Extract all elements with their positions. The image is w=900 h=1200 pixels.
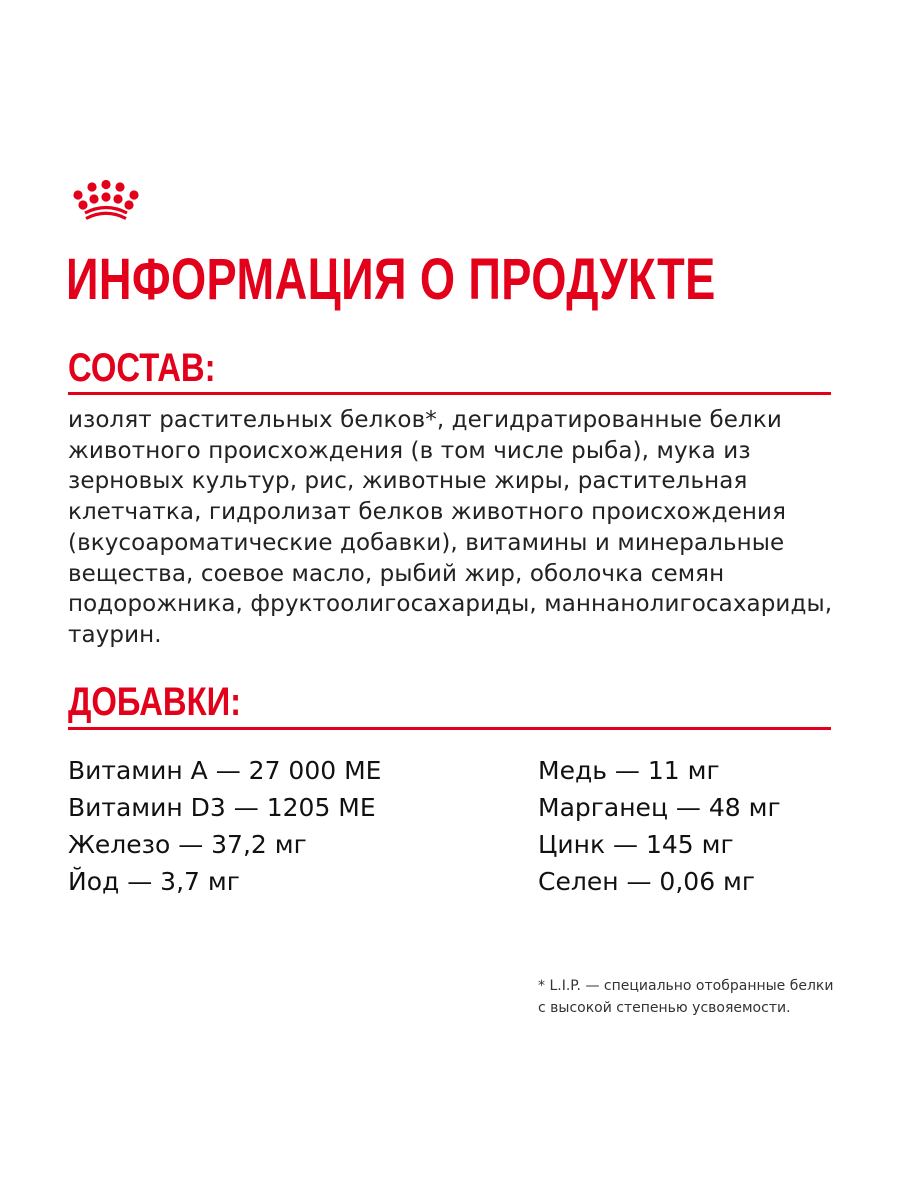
additive-item: Витамин D3 — 1205 МЕ (68, 793, 376, 822)
additives-list-left (68, 752, 381, 900)
composition-text: изолят растительных белков*, дегидратированные белки животного происхождения (в том числе рыба), мука из зерновых культур, рис, животные жиры, растительная клетчатка, гидролизат белков животного происхождения (вкусоароматические добавки), витамины и минеральные вещества, соевое масло, рыбий жир, оболочка семян подорожника, фруктоолигосахариды, маннанолигосахариды, таурин. (68, 407, 833, 648)
additives-list-right (538, 752, 781, 900)
additive-item: Медь — 11 мг (538, 756, 720, 785)
additive-item: Селен — 0,06 мг (538, 867, 756, 896)
crown-icon (70, 180, 142, 224)
footnote-line: с высокой степенью усвояемости. (538, 1000, 791, 1016)
additive-item: Железо — 37,2 мг (68, 830, 307, 859)
additive-item: Йод — 3,7 мг (68, 867, 240, 896)
additive-item: Витамин А — 27 000 МЕ (68, 756, 382, 785)
additive-item: Цинк — 145 мг (538, 830, 734, 859)
composition-divider (68, 392, 831, 395)
additives-heading: ДОБАВКИ: (68, 680, 242, 724)
footnote-line: * L.I.P. — специально отобранные белки (538, 978, 834, 994)
additive-item: Марганец — 48 мг (538, 793, 781, 822)
footnote (538, 975, 858, 1019)
page-title: ИНФОРМАЦИЯ О ПРОДУКТЕ (66, 247, 716, 312)
composition-heading: СОСТАВ: (68, 346, 216, 390)
additives-divider (68, 727, 831, 730)
